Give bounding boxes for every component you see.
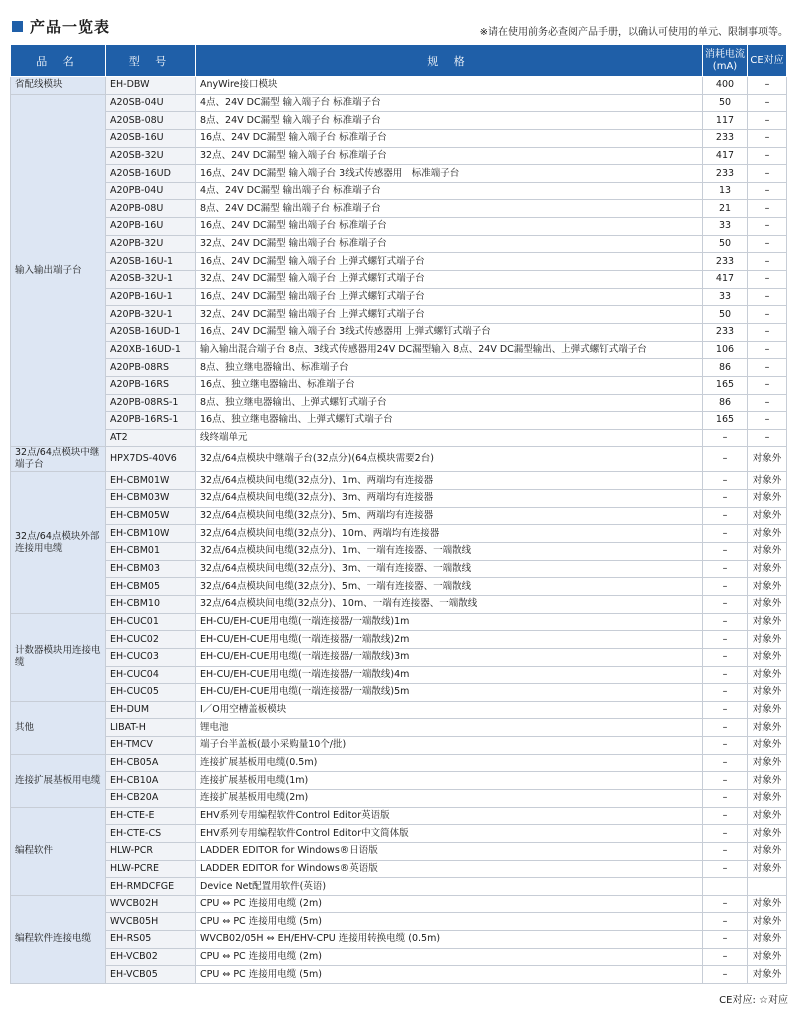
category-cell: 编程软件 — [11, 807, 106, 895]
table-row — [11, 376, 787, 394]
model-cell: A20PB-16RS — [106, 376, 196, 394]
ce-cell: – — [748, 412, 787, 430]
model-cell: A20SB-16U — [106, 129, 196, 147]
spec-cell: CPU ⇔ PC 连接用电缆 (2m) — [196, 895, 703, 913]
table-row — [11, 129, 787, 147]
ce-cell — [748, 878, 787, 896]
table-row — [11, 429, 787, 447]
current-cell: – — [703, 525, 748, 543]
ce-cell: 对象外 — [748, 447, 787, 472]
model-cell: A20SB-16UD-1 — [106, 323, 196, 341]
category-cell: 32点/64点模块外部连接用电缆 — [11, 472, 106, 613]
model-cell: WVCB05H — [106, 913, 196, 931]
col-header-current: 消耗电流 (mA) — [703, 45, 748, 77]
spec-cell: EHV系列专用编程软件Control Editor英语版 — [196, 807, 703, 825]
ce-cell: – — [748, 94, 787, 112]
spec-cell: 8点、独立继电器输出、上弹式螺钉式端子台 — [196, 394, 703, 412]
current-cell: 233 — [703, 129, 748, 147]
current-cell: – — [703, 578, 748, 596]
current-cell: 50 — [703, 235, 748, 253]
model-cell: A20PB-32U-1 — [106, 306, 196, 324]
spec-cell: 8点、24V DC漏型 输入端子台 标准端子台 — [196, 112, 703, 130]
model-cell: A20PB-16U — [106, 218, 196, 236]
current-cell: 233 — [703, 253, 748, 271]
ce-cell: – — [748, 429, 787, 447]
model-cell: EH-CBM10 — [106, 595, 196, 613]
spec-cell: EH-CU/EH-CUE用电缆(一端连接器/一端散线)3m — [196, 648, 703, 666]
table-row — [11, 200, 787, 218]
model-cell: AT2 — [106, 429, 196, 447]
table-row — [11, 323, 787, 341]
spec-cell: 32点/64点模块中继端子台(32点分)(64点模块需要2台) — [196, 447, 703, 472]
spec-cell: EH-CU/EH-CUE用电缆(一端连接器/一端散线)2m — [196, 631, 703, 649]
model-cell: EH-CBM01W — [106, 472, 196, 490]
current-cell: 106 — [703, 341, 748, 359]
spec-cell: 连接扩展基板用电缆(2m) — [196, 789, 703, 807]
table-row — [11, 842, 787, 860]
ce-cell: – — [748, 288, 787, 306]
ce-cell: 对象外 — [748, 507, 787, 525]
model-cell: HPX7DS-40V6 — [106, 447, 196, 472]
current-cell: – — [703, 754, 748, 772]
table-row — [11, 931, 787, 949]
table-row — [11, 560, 787, 578]
ce-cell: 对象外 — [748, 631, 787, 649]
col-header-model: 型 号 — [106, 45, 196, 77]
model-cell: EH-CB05A — [106, 754, 196, 772]
ce-cell: 对象外 — [748, 948, 787, 966]
table-row — [11, 772, 787, 790]
ce-cell: 对象外 — [748, 613, 787, 631]
table-row — [11, 948, 787, 966]
footer-note: CE对应: ☆对应 — [719, 995, 788, 1006]
spec-cell: CPU ⇔ PC 连接用电缆 (5m) — [196, 913, 703, 931]
ce-cell: 对象外 — [748, 719, 787, 737]
ce-cell: 对象外 — [748, 772, 787, 790]
spec-cell: 8点、24V DC漏型 输出端子台 标准端子台 — [196, 200, 703, 218]
table-row — [11, 613, 787, 631]
model-cell: A20PB-08RS-1 — [106, 394, 196, 412]
model-cell: EH-DBW — [106, 77, 196, 95]
table-row — [11, 737, 787, 755]
spec-cell: LADDER EDITOR for Windows®日语版 — [196, 842, 703, 860]
table-row — [11, 878, 787, 896]
current-cell: – — [703, 631, 748, 649]
table-row — [11, 447, 787, 472]
ce-cell: 对象外 — [748, 860, 787, 878]
table-row — [11, 701, 787, 719]
current-cell: – — [703, 472, 748, 490]
current-cell: – — [703, 666, 748, 684]
model-cell: A20SB-32U-1 — [106, 271, 196, 289]
table-row — [11, 754, 787, 772]
ce-cell: 对象外 — [748, 525, 787, 543]
page-header — [8, 8, 794, 38]
ce-cell: – — [748, 77, 787, 95]
current-cell: 233 — [703, 165, 748, 183]
ce-cell: 对象外 — [748, 913, 787, 931]
current-cell: 417 — [703, 147, 748, 165]
table-row — [11, 235, 787, 253]
model-cell: EH-CUC02 — [106, 631, 196, 649]
category-cell: 其他 — [11, 701, 106, 754]
model-cell: EH-CBM03 — [106, 560, 196, 578]
table-row — [11, 182, 787, 200]
spec-cell: 连接扩展基板用电缆(1m) — [196, 772, 703, 790]
table-row — [11, 490, 787, 508]
model-cell: EH-VCB05 — [106, 966, 196, 984]
table-row — [11, 895, 787, 913]
category-cell: 省配线模块 — [11, 77, 106, 95]
model-cell: LIBAT-H — [106, 719, 196, 737]
table-row — [11, 913, 787, 931]
model-cell: A20PB-08RS — [106, 359, 196, 377]
ce-cell: – — [748, 394, 787, 412]
ce-cell: – — [748, 200, 787, 218]
table-row — [11, 666, 787, 684]
spec-cell: LADDER EDITOR for Windows®英语版 — [196, 860, 703, 878]
current-cell: – — [703, 931, 748, 949]
current-cell: – — [703, 429, 748, 447]
ce-cell: – — [748, 147, 787, 165]
col-header-spec: 规 格 — [196, 45, 703, 77]
table-row — [11, 631, 787, 649]
table-row — [11, 271, 787, 289]
spec-cell: 32点/64点模块间电缆(32点分)、10m、一端有连接器、一端散线 — [196, 595, 703, 613]
table-header-row — [11, 45, 787, 77]
usage-note: ※请在使用前务必查阅产品手册，以确认可使用的单元、限制事项等。 — [479, 27, 788, 38]
current-cell: – — [703, 789, 748, 807]
ce-cell: – — [748, 323, 787, 341]
spec-cell: 32点/64点模块间电缆(32点分)、5m、一端有连接器、一端散线 — [196, 578, 703, 596]
spec-cell: 4点、24V DC漏型 输入端子台 标准端子台 — [196, 94, 703, 112]
current-cell: – — [703, 807, 748, 825]
model-cell: EH-CUC05 — [106, 684, 196, 702]
table-row — [11, 860, 787, 878]
model-cell: A20PB-08U — [106, 200, 196, 218]
table-row — [11, 288, 787, 306]
spec-cell: 16点、独立继电器输出、上弹式螺钉式端子台 — [196, 412, 703, 430]
spec-cell: 锂电池 — [196, 719, 703, 737]
table-row — [11, 719, 787, 737]
model-cell: EH-CUC04 — [106, 666, 196, 684]
spec-cell: 16点、24V DC漏型 输入端子台 上弹式螺钉式端子台 — [196, 253, 703, 271]
spec-cell: 16点、24V DC漏型 输入端子台 标准端子台 — [196, 129, 703, 147]
current-cell: 165 — [703, 376, 748, 394]
ce-cell: 对象外 — [748, 578, 787, 596]
ce-cell: 对象外 — [748, 490, 787, 508]
current-cell: 13 — [703, 182, 748, 200]
current-cell: 50 — [703, 94, 748, 112]
spec-cell: 32点、24V DC漏型 输出端子台 上弹式螺钉式端子台 — [196, 306, 703, 324]
category-cell: 计数器模块用连接电缆 — [11, 613, 106, 701]
ce-cell: 对象外 — [748, 472, 787, 490]
model-cell: EH-CBM01 — [106, 543, 196, 561]
table-row — [11, 165, 787, 183]
spec-cell: 32点/64点模块间电缆(32点分)、5m、两端均有连接器 — [196, 507, 703, 525]
model-cell: EH-CBM10W — [106, 525, 196, 543]
spec-cell: 8点、独立继电器输出、标准端子台 — [196, 359, 703, 377]
model-cell: HLW-PCRE — [106, 860, 196, 878]
spec-cell: EH-CU/EH-CUE用电缆(一端连接器/一端散线)5m — [196, 684, 703, 702]
ce-cell: 对象外 — [748, 842, 787, 860]
spec-cell: 32点/64点模块间电缆(32点分)、1m、两端均有连接器 — [196, 472, 703, 490]
spec-cell: 16点、24V DC漏型 输入端子台 3线式传感器用 标准端子台 — [196, 165, 703, 183]
ce-cell: – — [748, 235, 787, 253]
model-cell: A20SB-04U — [106, 94, 196, 112]
table-row — [11, 77, 787, 95]
current-cell: – — [703, 842, 748, 860]
table-row — [11, 525, 787, 543]
current-cell: – — [703, 701, 748, 719]
current-cell: 165 — [703, 412, 748, 430]
spec-cell: 32点、24V DC漏型 输入端子台 标准端子台 — [196, 147, 703, 165]
model-cell: A20SB-32U — [106, 147, 196, 165]
table-row — [11, 595, 787, 613]
current-cell: – — [703, 895, 748, 913]
model-cell: EH-CB20A — [106, 789, 196, 807]
model-cell: EH-TMCV — [106, 737, 196, 755]
current-cell: – — [703, 595, 748, 613]
model-cell: A20PB-04U — [106, 182, 196, 200]
model-cell: EH-DUM — [106, 701, 196, 719]
model-cell: EH-CUC01 — [106, 613, 196, 631]
ce-cell: – — [748, 182, 787, 200]
table-row — [11, 543, 787, 561]
table-row — [11, 578, 787, 596]
current-cell: 233 — [703, 323, 748, 341]
current-cell: – — [703, 913, 748, 931]
ce-cell: 对象外 — [748, 807, 787, 825]
ce-cell: – — [748, 253, 787, 271]
model-cell: EH-RS05 — [106, 931, 196, 949]
spec-cell: EH-CU/EH-CUE用电缆(一端连接器/一端散线)4m — [196, 666, 703, 684]
table-row — [11, 253, 787, 271]
model-cell: EH-CTE-E — [106, 807, 196, 825]
table-row — [11, 394, 787, 412]
ce-cell: – — [748, 306, 787, 324]
model-cell: A20SB-16U-1 — [106, 253, 196, 271]
ce-cell: 对象外 — [748, 825, 787, 843]
current-cell: – — [703, 719, 748, 737]
table-body — [11, 77, 787, 984]
ce-cell: – — [748, 341, 787, 359]
current-cell: – — [703, 507, 748, 525]
model-cell: A20SB-16UD — [106, 165, 196, 183]
category-cell: 输入输出端子台 — [11, 94, 106, 447]
spec-cell: CPU ⇔ PC 连接用电缆 (2m) — [196, 948, 703, 966]
table-row — [11, 359, 787, 377]
current-cell: 33 — [703, 218, 748, 236]
spec-cell: AnyWire接口模块 — [196, 77, 703, 95]
table-row — [11, 684, 787, 702]
current-cell: – — [703, 948, 748, 966]
spec-cell: 32点、24V DC漏型 输入端子台 上弹式螺钉式端子台 — [196, 271, 703, 289]
spec-cell: 32点/64点模块间电缆(32点分)、1m、一端有连接器、一端散线 — [196, 543, 703, 561]
ce-cell: 对象外 — [748, 560, 787, 578]
ce-cell: – — [748, 129, 787, 147]
model-cell: A20XB-16UD-1 — [106, 341, 196, 359]
ce-cell: 对象外 — [748, 895, 787, 913]
current-cell: 86 — [703, 394, 748, 412]
ce-cell: 对象外 — [748, 666, 787, 684]
model-cell: WVCB02H — [106, 895, 196, 913]
table-row — [11, 218, 787, 236]
current-cell — [703, 878, 748, 896]
table-row — [11, 966, 787, 984]
spec-cell: 16点、24V DC漏型 输出端子台 上弹式螺钉式端子台 — [196, 288, 703, 306]
ce-cell: 对象外 — [748, 701, 787, 719]
spec-cell: 32点、24V DC漏型 输出端子台 标准端子台 — [196, 235, 703, 253]
current-cell: – — [703, 613, 748, 631]
spec-cell: CPU ⇔ PC 连接用电缆 (5m) — [196, 966, 703, 984]
col-header-name: 品 名 — [11, 45, 106, 77]
model-cell: EH-CUC03 — [106, 648, 196, 666]
model-cell: EH-CTE-CS — [106, 825, 196, 843]
ce-cell: 对象外 — [748, 966, 787, 984]
table-row — [11, 807, 787, 825]
table-row — [11, 412, 787, 430]
category-cell: 连接扩展基板用电缆 — [11, 754, 106, 807]
table-row — [11, 825, 787, 843]
model-cell: A20PB-16U-1 — [106, 288, 196, 306]
current-cell: – — [703, 560, 748, 578]
ce-cell: 对象外 — [748, 789, 787, 807]
spec-cell: 16点、24V DC漏型 输出端子台 标准端子台 — [196, 218, 703, 236]
spec-cell: EHV系列专用编程软件Control Editor中文简体版 — [196, 825, 703, 843]
ce-cell: – — [748, 359, 787, 377]
model-cell: EH-CBM05 — [106, 578, 196, 596]
page-title: 产品一览表 — [30, 18, 111, 36]
current-cell: – — [703, 772, 748, 790]
model-cell: HLW-PCR — [106, 842, 196, 860]
ce-cell: 对象外 — [748, 931, 787, 949]
current-cell: – — [703, 966, 748, 984]
table-row — [11, 112, 787, 130]
current-cell: – — [703, 684, 748, 702]
current-cell: – — [703, 543, 748, 561]
ce-cell: 对象外 — [748, 595, 787, 613]
table-row — [11, 789, 787, 807]
current-cell: 117 — [703, 112, 748, 130]
current-cell: 21 — [703, 200, 748, 218]
spec-cell: 32点/64点模块间电缆(32点分)、3m、一端有连接器、一端散线 — [196, 560, 703, 578]
current-cell: 417 — [703, 271, 748, 289]
spec-cell: 16点、24V DC漏型 输入端子台 3线式传感器用 上弹式螺钉式端子台 — [196, 323, 703, 341]
ce-cell: 对象外 — [748, 684, 787, 702]
current-cell: – — [703, 648, 748, 666]
product-table — [10, 44, 787, 984]
model-cell: EH-CB10A — [106, 772, 196, 790]
spec-cell: WVCB02/05H ⇔ EH/EHV-CPU 连接用转换电缆 (0.5m) — [196, 931, 703, 949]
ce-cell: 对象外 — [748, 754, 787, 772]
ce-cell: – — [748, 218, 787, 236]
title-square-icon — [12, 21, 23, 32]
ce-cell: – — [748, 271, 787, 289]
model-cell: EH-VCB02 — [106, 948, 196, 966]
spec-cell: 16点、独立继电器输出、标准端子台 — [196, 376, 703, 394]
current-cell: 33 — [703, 288, 748, 306]
model-cell: A20PB-16RS-1 — [106, 412, 196, 430]
table-row — [11, 341, 787, 359]
category-cell: 32点/64点模块中继端子台 — [11, 447, 106, 472]
spec-cell: 连接扩展基板用电缆(0.5m) — [196, 754, 703, 772]
current-cell: 400 — [703, 77, 748, 95]
ce-cell: – — [748, 165, 787, 183]
spec-cell: 4点、24V DC漏型 输出端子台 标准端子台 — [196, 182, 703, 200]
table-row — [11, 306, 787, 324]
spec-cell: EH-CU/EH-CUE用电缆(一端连接器/一端散线)1m — [196, 613, 703, 631]
current-cell: – — [703, 825, 748, 843]
spec-cell: 32点/64点模块间电缆(32点分)、3m、两端均有连接器 — [196, 490, 703, 508]
model-cell: EH-RMDCFGE — [106, 878, 196, 896]
model-cell: A20SB-08U — [106, 112, 196, 130]
current-cell: – — [703, 737, 748, 755]
spec-cell: Device Net配置用软件(英语) — [196, 878, 703, 896]
model-cell: EH-CBM03W — [106, 490, 196, 508]
table-row — [11, 94, 787, 112]
spec-cell: 端子台半盖板(最小采购量10个/批) — [196, 737, 703, 755]
current-cell: 50 — [703, 306, 748, 324]
ce-cell: – — [748, 376, 787, 394]
ce-cell: – — [748, 112, 787, 130]
model-cell: EH-CBM05W — [106, 507, 196, 525]
current-cell: – — [703, 490, 748, 508]
ce-cell: 对象外 — [748, 543, 787, 561]
current-cell: – — [703, 860, 748, 878]
table-row — [11, 472, 787, 490]
col-header-ce: CE对应 — [748, 45, 787, 77]
spec-cell: 32点/64点模块间电缆(32点分)、10m、两端均有连接器 — [196, 525, 703, 543]
ce-cell: 对象外 — [748, 737, 787, 755]
table-row — [11, 507, 787, 525]
model-cell: A20PB-32U — [106, 235, 196, 253]
spec-cell: I／O用空槽盖板模块 — [196, 701, 703, 719]
spec-cell: 线终端单元 — [196, 429, 703, 447]
current-cell: – — [703, 447, 748, 472]
current-cell: 86 — [703, 359, 748, 377]
category-cell: 编程软件连接电缆 — [11, 895, 106, 983]
table-row — [11, 147, 787, 165]
ce-cell: 对象外 — [748, 648, 787, 666]
spec-cell: 输入输出混合端子台 8点、3线式传感器用24V DC漏型输入 8点、24V DC漏型输出、上弹式螺钉式端子台 — [196, 341, 703, 359]
table-row — [11, 648, 787, 666]
